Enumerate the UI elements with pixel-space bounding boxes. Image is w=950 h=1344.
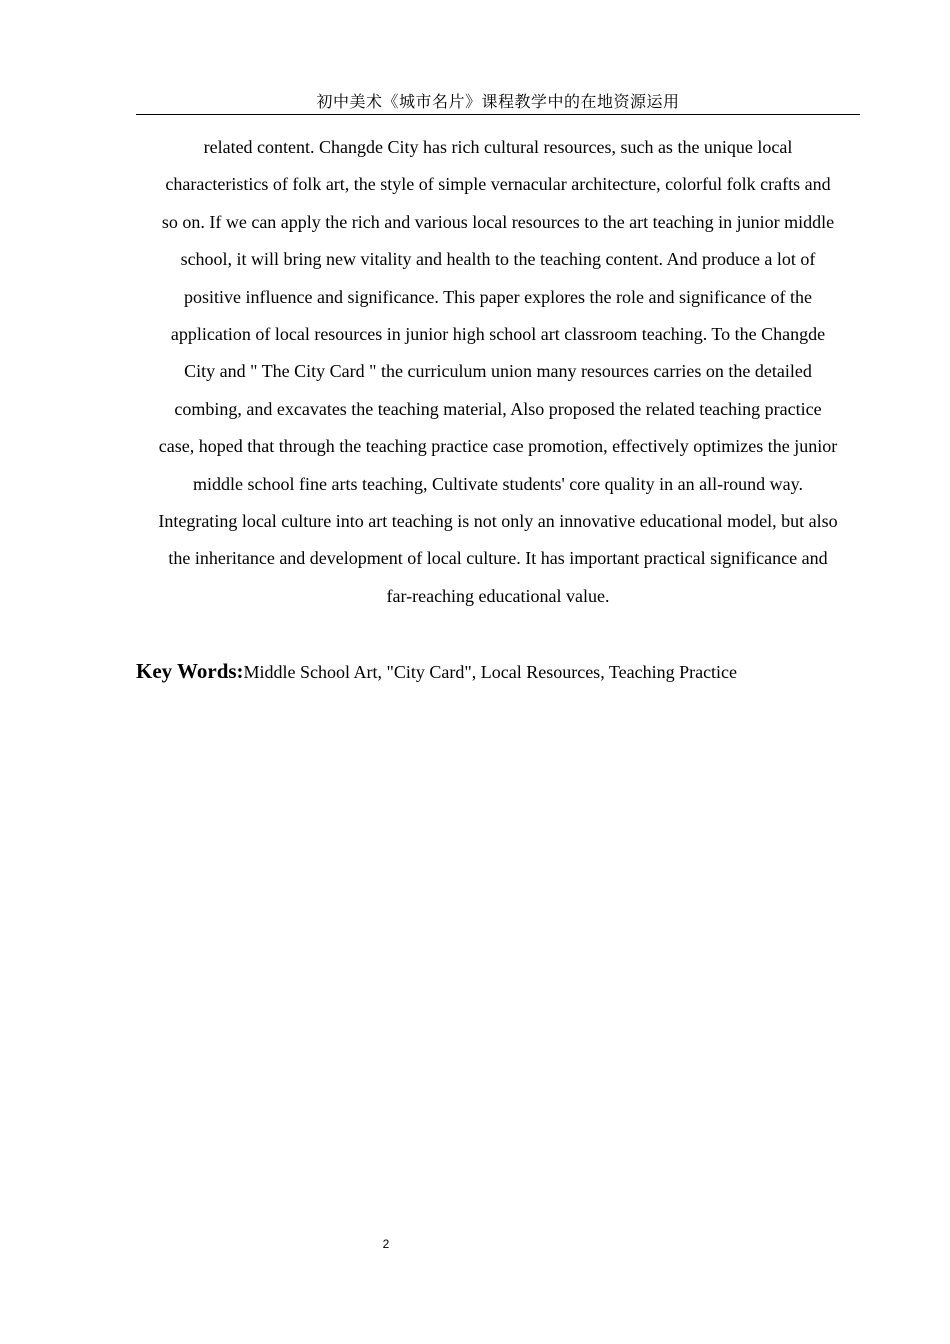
abstract-line: so on. If we can apply the rich and various local resources to the art teaching in junior middle bbox=[161, 211, 835, 232]
page-number: 2 bbox=[382, 1237, 390, 1251]
abstract-line: combing, and excavates the teaching material, Also proposed the related teaching practice bbox=[174, 398, 822, 419]
abstract-line: school, it will bring new vitality and health to the teaching content. And produce a lot of bbox=[180, 249, 816, 270]
abstract-line: characteristics of folk art, the style of simple vernacular architecture, colorful folk crafts and bbox=[165, 174, 831, 195]
keywords-label: Key Words: bbox=[136, 659, 244, 683]
page-header bbox=[136, 90, 860, 115]
abstract-line: far-reaching educational value. bbox=[386, 585, 610, 606]
abstract-line: the inheritance and development of local culture. It has important practical significance and bbox=[168, 548, 828, 569]
abstract-line: application of local resources in junior high school art classroom teaching. To the Changde bbox=[170, 324, 826, 345]
abstract-line: City and " The City Card " the curriculum union many resources carries on the detailed bbox=[184, 361, 812, 382]
abstract-line: positive influence and significance. This paper explores the role and significance of the bbox=[184, 286, 812, 307]
keywords-value: Middle School Art, "City Card", Local Resources, Teaching Practice bbox=[243, 662, 738, 682]
abstract-line: Integrating local culture into art teaching is not only an innovative educational model, but also bbox=[158, 511, 838, 532]
header-title: 初中美术《城市名片》课程教学中的在地资源运用 bbox=[316, 92, 680, 111]
abstract-line: related content. Changde City has rich cultural resources, such as the unique local bbox=[203, 137, 793, 157]
keywords bbox=[136, 653, 860, 692]
abstract-line: case, hoped that through the teaching practice case promotion, effectively optimizes the junior bbox=[158, 436, 838, 457]
abstract-body bbox=[136, 129, 860, 615]
abstract-line: middle school fine arts teaching, Cultivate students' core quality in an all-round way. bbox=[193, 473, 803, 494]
